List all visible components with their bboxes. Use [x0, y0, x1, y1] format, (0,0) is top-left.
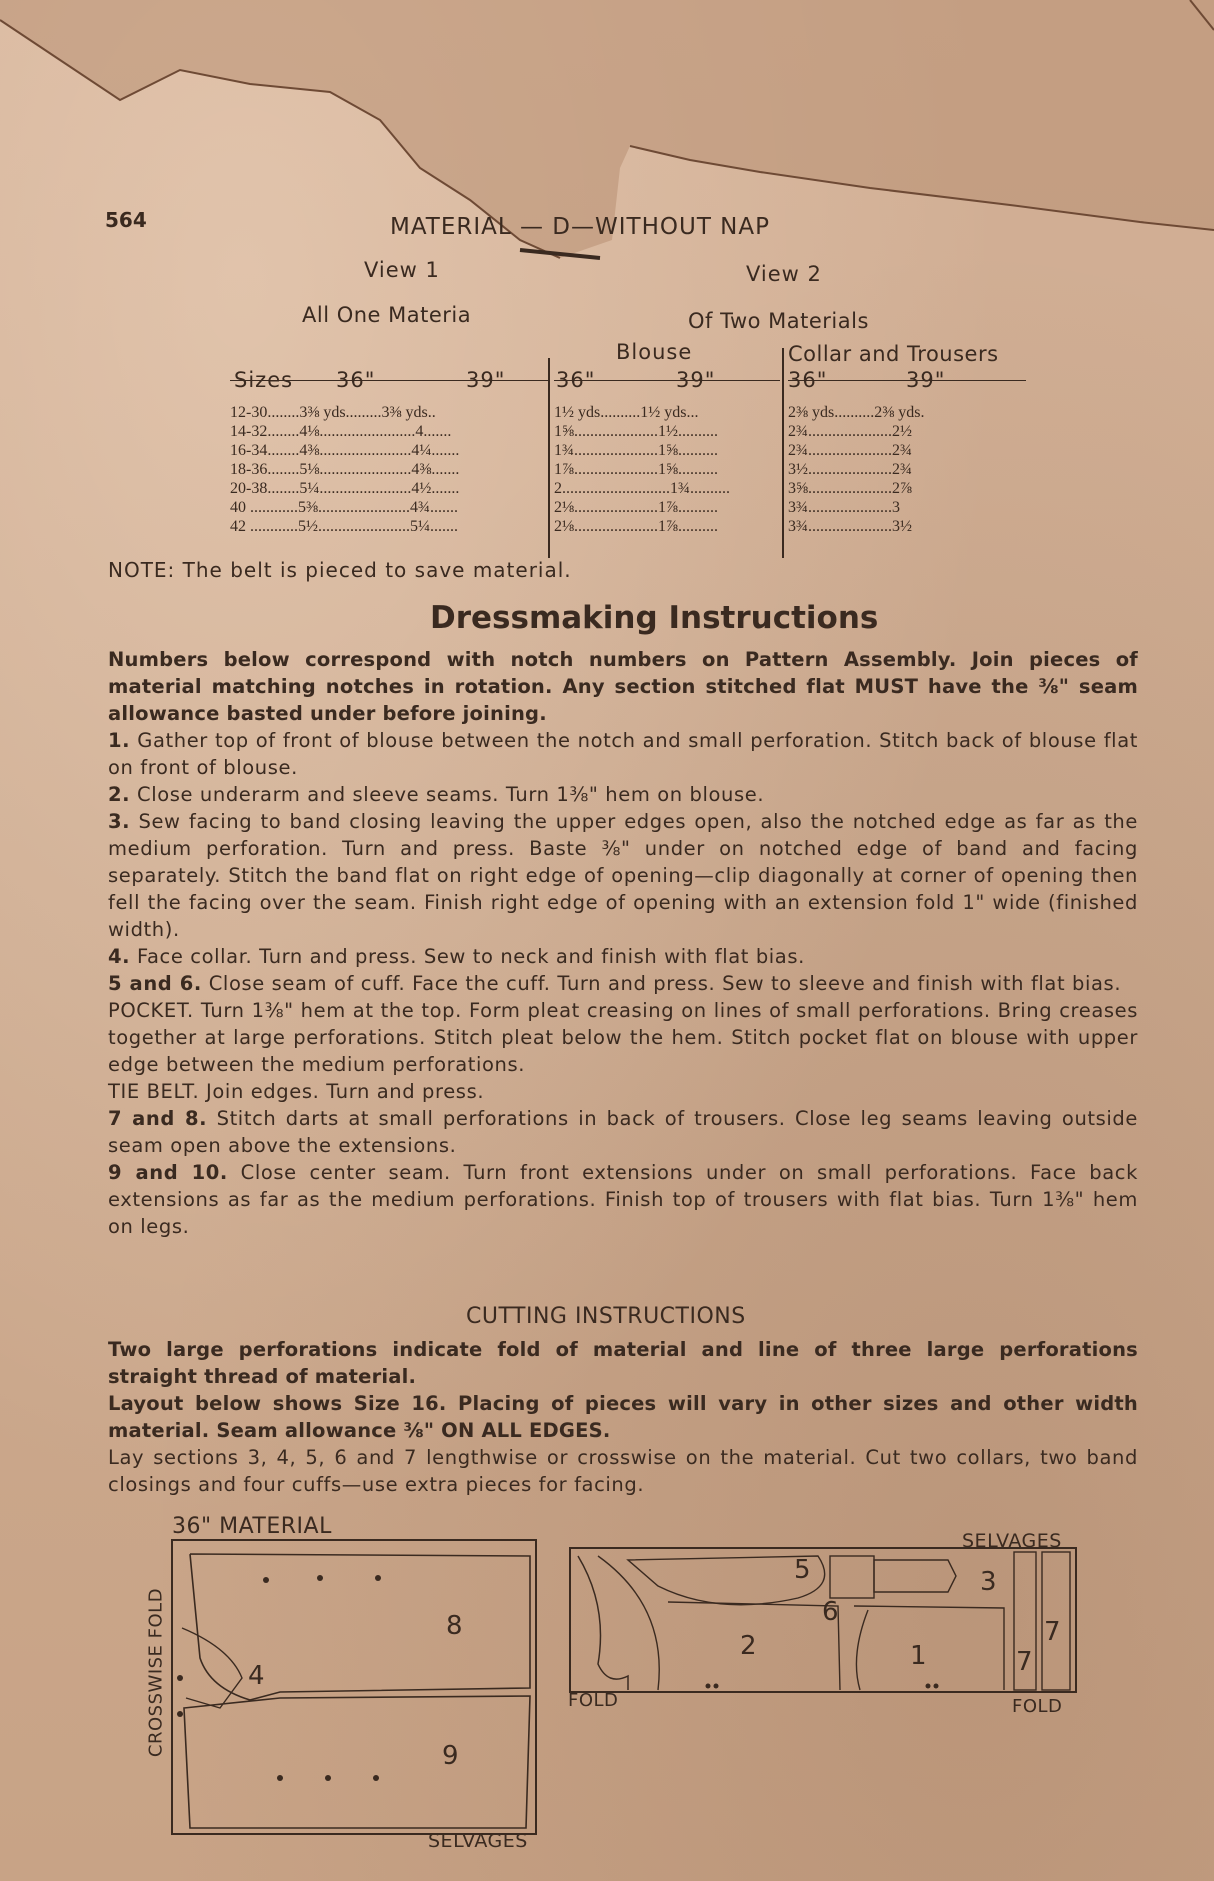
instructions-intro: Numbers below correspond with notch numbers on Pattern Assembly. Join pieces of material matching notches in rotation. Any section stitched flat MUST have the ⅜" seam allowance basted under before joining.: [108, 648, 1138, 725]
table-row: 1½ yds..........1½ yds...: [554, 404, 699, 421]
col-36-header: 36": [336, 368, 376, 392]
piece-label-8: 8: [446, 1611, 463, 1641]
piece-label-3: 3: [980, 1567, 997, 1597]
belt-note: NOTE: The belt is pieced to save material.: [108, 558, 572, 582]
sizes-header: Sizes: [234, 368, 294, 392]
col-36-header: 36": [788, 368, 828, 392]
cutting-para: Layout below shows Size 16. Placing of pieces will vary in other sizes and other width material. Seam allowance ⅜" ON ALL EDGES.: [108, 1392, 1138, 1442]
step-number: 9 and 10.: [108, 1161, 228, 1184]
table-row: 40 ............5⅜.......................4¾.......: [230, 499, 458, 516]
table-row: 2⅛.....................1⅞..........: [554, 499, 718, 516]
step-text: Stitch darts at small perforations in back of trousers. Close leg seams leaving outside seam open above the extensions.: [108, 1107, 1139, 1157]
step-text: Sew facing to band closing leaving the upper edges open, also the notched edge as far as the medium perforation. Turn and press. Baste ⅜" under on notched edge of band and facing separately. Stitch the band flat on right edge of opening—clip diagonally at corner of opening then fell the facing over the seam. Finish right edge of opening with an extension fold 1" wide (finished width).: [108, 810, 1138, 941]
material-width-label: 36" MATERIAL: [172, 1514, 332, 1539]
table-row: 1⅞.....................1⅝..........: [554, 461, 718, 478]
piece-label-5: 5: [794, 1555, 811, 1585]
step-number: 2.: [108, 783, 131, 806]
table-row: 1⅝.....................1½..........: [554, 423, 718, 440]
instruction-step: [108, 808, 1138, 943]
table-row: 2⅛.....................1⅞..........: [554, 518, 718, 535]
material-header: MATERIAL — D—WITHOUT NAP: [390, 214, 770, 240]
page-title: Dressmaking Instructions: [430, 600, 879, 636]
step-text: POCKET. Turn 1⅜" hem at the top. Form pleat creasing on lines of small perforations. Bring creases together at large perforations. Stitch pleat below the hem. Stitch pocket flat on blouse with upper edge between the medium perforations.: [108, 999, 1138, 1076]
fold-label: FOLD: [1012, 1696, 1063, 1717]
cutting-para: Two large perforations indicate fold of material and line of three large perforations straight thread of material.: [108, 1338, 1138, 1388]
piece-label-1: 1: [910, 1641, 927, 1671]
cutting-title: CUTTING INSTRUCTIONS: [466, 1304, 746, 1329]
table-row: 42 ............5½.......................5¼.......: [230, 518, 458, 535]
table-row: 16-34........4⅜.......................4¼.......: [230, 442, 460, 459]
table-row: 3¾.....................3½: [788, 518, 912, 535]
step-number: 5 and 6.: [108, 972, 202, 995]
layout-diagram-left: [170, 1538, 540, 1838]
table-row: 3⅝.....................2⅞: [788, 480, 912, 497]
step-number: 3.: [108, 810, 131, 833]
instruction-step: [108, 970, 1138, 997]
instruction-step: [108, 1159, 1138, 1240]
table-row: 2⅜ yds..........2⅜ yds.: [788, 404, 925, 421]
instruction-step: [108, 727, 1138, 781]
piece-label-7: 7: [1016, 1647, 1033, 1677]
view-1-subtitle: All One Materia: [302, 303, 472, 327]
table-row: 20-38........5¼.......................4½.......: [230, 480, 460, 497]
table-row: 3½.....................2¾: [788, 461, 912, 478]
instruction-step: [108, 781, 1138, 808]
step-text: Face collar. Turn and press. Sew to neck and finish with flat bias.: [130, 945, 805, 968]
blouse-header: Blouse: [616, 340, 693, 364]
step-text: Gather top of front of blouse between the notch and small perforation. Stitch back of blouse flat on front of blouse.: [108, 729, 1138, 779]
collar-trousers-column: [788, 342, 1026, 535]
piece-label-9: 9: [442, 1741, 459, 1771]
table-row: 2¾.....................2½: [788, 423, 912, 440]
table-row: 2¾.....................2¾: [788, 442, 912, 459]
col-39-header: 39": [466, 368, 506, 392]
step-text: Close underarm and sleeve seams. Turn 1⅜" hem on blouse.: [130, 783, 765, 806]
table-row: 12-30........3⅜ yds.........3⅜ yds..: [230, 404, 436, 421]
step-number: 4.: [108, 945, 131, 968]
col-39-header: 39": [676, 368, 716, 392]
instruction-step: [108, 997, 1138, 1078]
fold-label: FOLD: [568, 1690, 619, 1711]
table-row: 18-36........5⅛.......................4⅜.......: [230, 461, 460, 478]
col-36-header: 36": [556, 368, 596, 392]
instruction-step: [108, 1078, 1138, 1105]
table-row: 2...........................1¾..........: [554, 480, 730, 497]
step-number: 1.: [108, 729, 131, 752]
view-2-subtitle: Of Two Materials: [688, 309, 869, 333]
piece-label-4: 4: [248, 1661, 265, 1691]
instruction-step: [108, 943, 1138, 970]
cutting-para: Lay sections 3, 4, 5, 6 and 7 lengthwise or crosswise on the material. Cut two collars, two band closings and four cuffs—use extra pieces for facing.: [108, 1446, 1138, 1496]
view-2-label: View 2: [746, 262, 822, 286]
piece-label-7: 7: [1044, 1617, 1061, 1647]
piece-label-6: 6: [822, 1597, 839, 1627]
table-row: 3¾.....................3: [788, 499, 900, 516]
cutting-instructions: [108, 1336, 1138, 1498]
crosswise-fold-label: CROSSWISE FOLD: [145, 1587, 167, 1758]
selvages-label: SELVAGES: [962, 1530, 1062, 1552]
page-number: 564: [105, 208, 147, 232]
col-39-header: 39": [906, 368, 946, 392]
piece-label-2: 2: [740, 1631, 757, 1661]
selvages-label: SELVAGES: [428, 1830, 528, 1852]
step-text: TIE BELT. Join edges. Turn and press.: [108, 1080, 485, 1103]
instruction-step: [108, 1105, 1138, 1159]
collar-trousers-header: Collar and Trousers: [788, 342, 999, 366]
view-1-label: View 1: [364, 258, 440, 282]
layout-diagram-right: [568, 1546, 1080, 1696]
step-text: Close center seam. Turn front extensions under on small perforations. Face back extensions as far as the medium perforations. Finish top of trousers with flat bias. Turn 1⅜" hem on legs.: [108, 1161, 1138, 1238]
all-one-material-column: [230, 348, 550, 535]
blouse-column: [554, 340, 780, 535]
table-row: 1¾.....................1⅝..........: [554, 442, 718, 459]
step-number: 7 and 8.: [108, 1107, 208, 1130]
table-row: 14-32........4⅛........................4.......: [230, 423, 452, 440]
step-text: Close seam of cuff. Face the cuff. Turn and press. Sew to sleeve and finish with flat bias.: [201, 972, 1122, 995]
dressmaking-instructions: [108, 646, 1138, 1240]
